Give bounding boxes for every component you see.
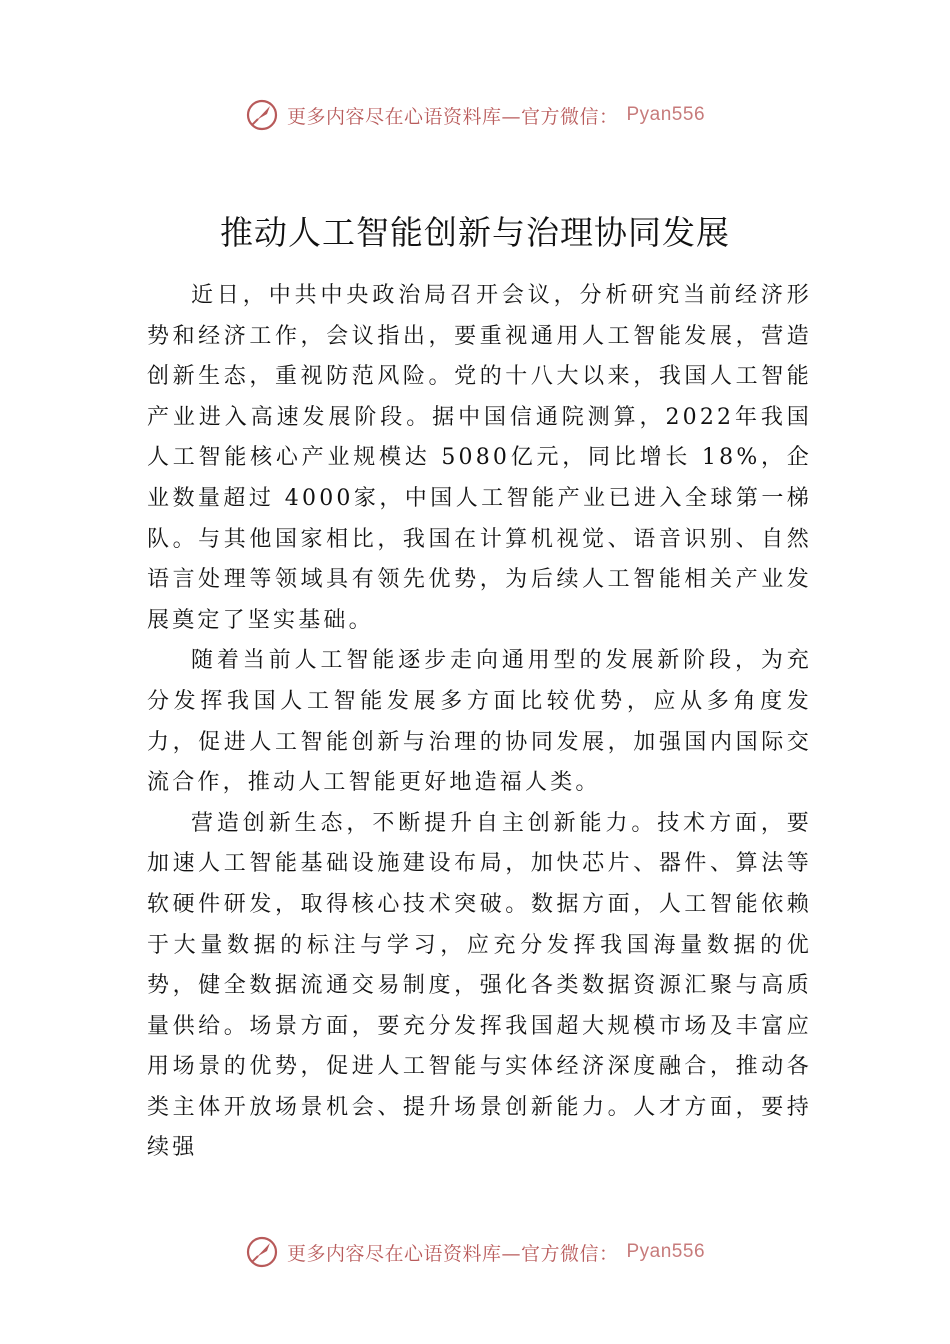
quill-logo-icon [245,98,279,132]
watermark-text: 更多内容尽在心语资料库—官方微信： [286,1242,619,1265]
watermark-wechat-id: Pyan556 [626,104,706,125]
document-title: 推动人工智能创新与治理协同发展 [220,213,730,253]
document-body [147,276,812,1169]
header-watermark [0,95,950,135]
paragraph-3: 营造创新生态，不断提升自主创新能力。技术方面，要加速人工智能基础设施建设布局，加快芯片、器件、算法等软硬件研发，取得核心技术突破。数据方面，人工智能依赖于大量数据的标注与学习，应充分发挥我国海量数据的优势，健全数据流通交易制度，强化各类数据资源汇聚与高质量供给。场景方面，要充分发挥我国超大规模市场及丰富应用场景的优势，促进人工智能与实体经济深度融合，推动各类主体开放场景机会、提升场景创新能力。人才方面，要持续强 [147,810,812,1161]
paragraph-1: 近日，中共中央政治局召开会议，分析研究当前经济形势和经济工作，会议指出，要重视通用人工智能发展，营造创新生态，重视防范风险。党的十八大以来，我国人工智能产业进入高速发展阶段。据中国信通院测算，2022年我国人工智能核心产业规模达 5080亿元，同比增长 18%，企业数量超过 4000家，中国人工智能产业已进入全球第一梯队。与其他国家相比，我国在计算机视觉、语音识别、自然语言处理等领域具有领先优势，为后续人工智能相关产业发展奠定了坚实基础。 [147,283,812,633]
watermark-text: 更多内容尽在心语资料库—官方微信： [286,105,619,128]
footer-watermark [0,1232,950,1272]
paragraph-2: 随着当前人工智能逐步走向通用型的发展新阶段，为充分发挥我国人工智能发展多方面比较优势，应从多角度发力，促进人工智能创新与治理的协同发展，加强国内国际交流合作，推动人工智能更好地造福人类。 [147,648,812,796]
quill-logo-icon [245,1235,279,1269]
watermark-wechat-id: Pyan556 [626,1241,706,1262]
